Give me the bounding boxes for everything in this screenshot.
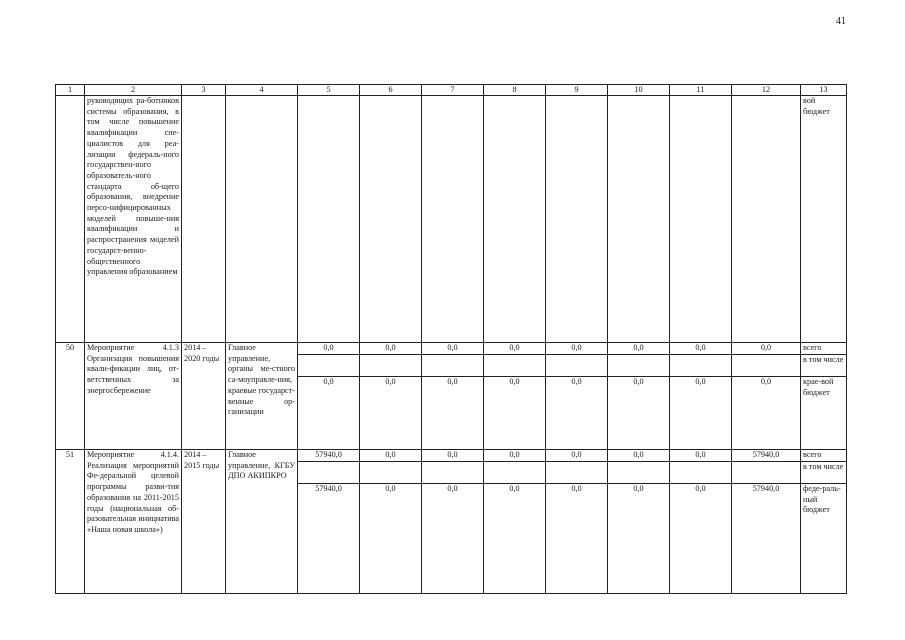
row-executor: Главное управление, органы ме-стного са-моуправле-ния, краевые государст-венные ор-ганизации [226,343,298,450]
row-number: 50 [56,343,85,450]
value-cell: 0,0 [546,484,608,594]
value-cell: 0,0 [484,484,546,594]
source-total: всего [801,450,847,462]
value-cell: 0,0 [546,343,608,355]
value-cell: 0,0 [360,343,422,355]
table-row [56,343,847,355]
value-cell: 0,0 [484,377,546,450]
value-cell: 0,0 [670,450,732,462]
value-cell: 0,0 [298,377,360,450]
value-cell: 0,0 [360,484,422,594]
continuation-description: руководящих ра-ботников системы образования, в том числе повышение квалификации спе-циалистов для реа-лизации федераль-ного государствен-ного образователь-ного стандарта об-щего образования, внедрение персо-нифицированных моделей повыше-ния квалификации и распространения моделей государст-венно-общественного управления образованием [85,96,182,343]
col-header: 4 [226,85,298,96]
col-header: 5 [298,85,360,96]
value-cell: 57940,0 [732,484,801,594]
col-header: 7 [422,85,484,96]
col-header: 8 [484,85,546,96]
row-period: 2014 – 2015 годы [182,450,226,594]
program-table [55,84,847,594]
continuation-source: вой бюджет [801,96,847,343]
header-row [56,85,847,96]
col-header: 10 [608,85,670,96]
col-header: 9 [546,85,608,96]
col-header: 12 [732,85,801,96]
value-cell: 0,0 [484,450,546,462]
page-number: 41 [836,16,846,27]
value-cell: 0,0 [608,450,670,462]
value-cell: 0,0 [670,377,732,450]
row-number: 51 [56,450,85,594]
row-description: Мероприятие 4.1.3 Организация повышения квали-фикации лиц, от-ветственных за энергосбережение [85,343,182,450]
value-cell: 0,0 [546,450,608,462]
col-header: 2 [85,85,182,96]
value-cell: 0,0 [422,343,484,355]
col-header: 1 [56,85,85,96]
source-total: всего [801,343,847,355]
value-cell: 0,0 [670,484,732,594]
col-header: 13 [801,85,847,96]
value-cell: 57940,0 [298,450,360,462]
value-cell: 0,0 [732,343,801,355]
row-description: Мероприятие 4.1.4. Реализация мероприятий Фе-деральной целевой программы разви-тия образования на 2011-2015 годы (национальная об-разовательная инициатива «Наша новая школа») [85,450,182,594]
value-cell: 0,0 [546,377,608,450]
value-cell: 0,0 [422,484,484,594]
value-cell: 0,0 [670,343,732,355]
source-budget: феде-раль-ный бюджет [801,484,847,594]
value-cell: 0,0 [360,377,422,450]
row-period: 2014 – 2020 годы [182,343,226,450]
value-cell: 0,0 [608,343,670,355]
table-row [56,450,847,462]
source-including: в том числе [801,462,847,484]
source-budget: крае-вой бюджет [801,377,847,450]
value-cell: 0,0 [732,377,801,450]
value-cell: 0,0 [608,484,670,594]
col-header: 6 [360,85,422,96]
value-cell: 0,0 [422,377,484,450]
col-header: 11 [670,85,732,96]
value-cell: 0,0 [360,450,422,462]
value-cell: 0,0 [422,450,484,462]
row-executor: Главное управление, КГБУ ДПО АКИПКРО [226,450,298,594]
col-header: 3 [182,85,226,96]
continuation-row [56,96,847,343]
value-cell: 0,0 [608,377,670,450]
value-cell: 57940,0 [298,484,360,594]
value-cell: 57940,0 [732,450,801,462]
value-cell: 0,0 [298,343,360,355]
source-including: в том числе [801,355,847,377]
value-cell: 0,0 [484,343,546,355]
